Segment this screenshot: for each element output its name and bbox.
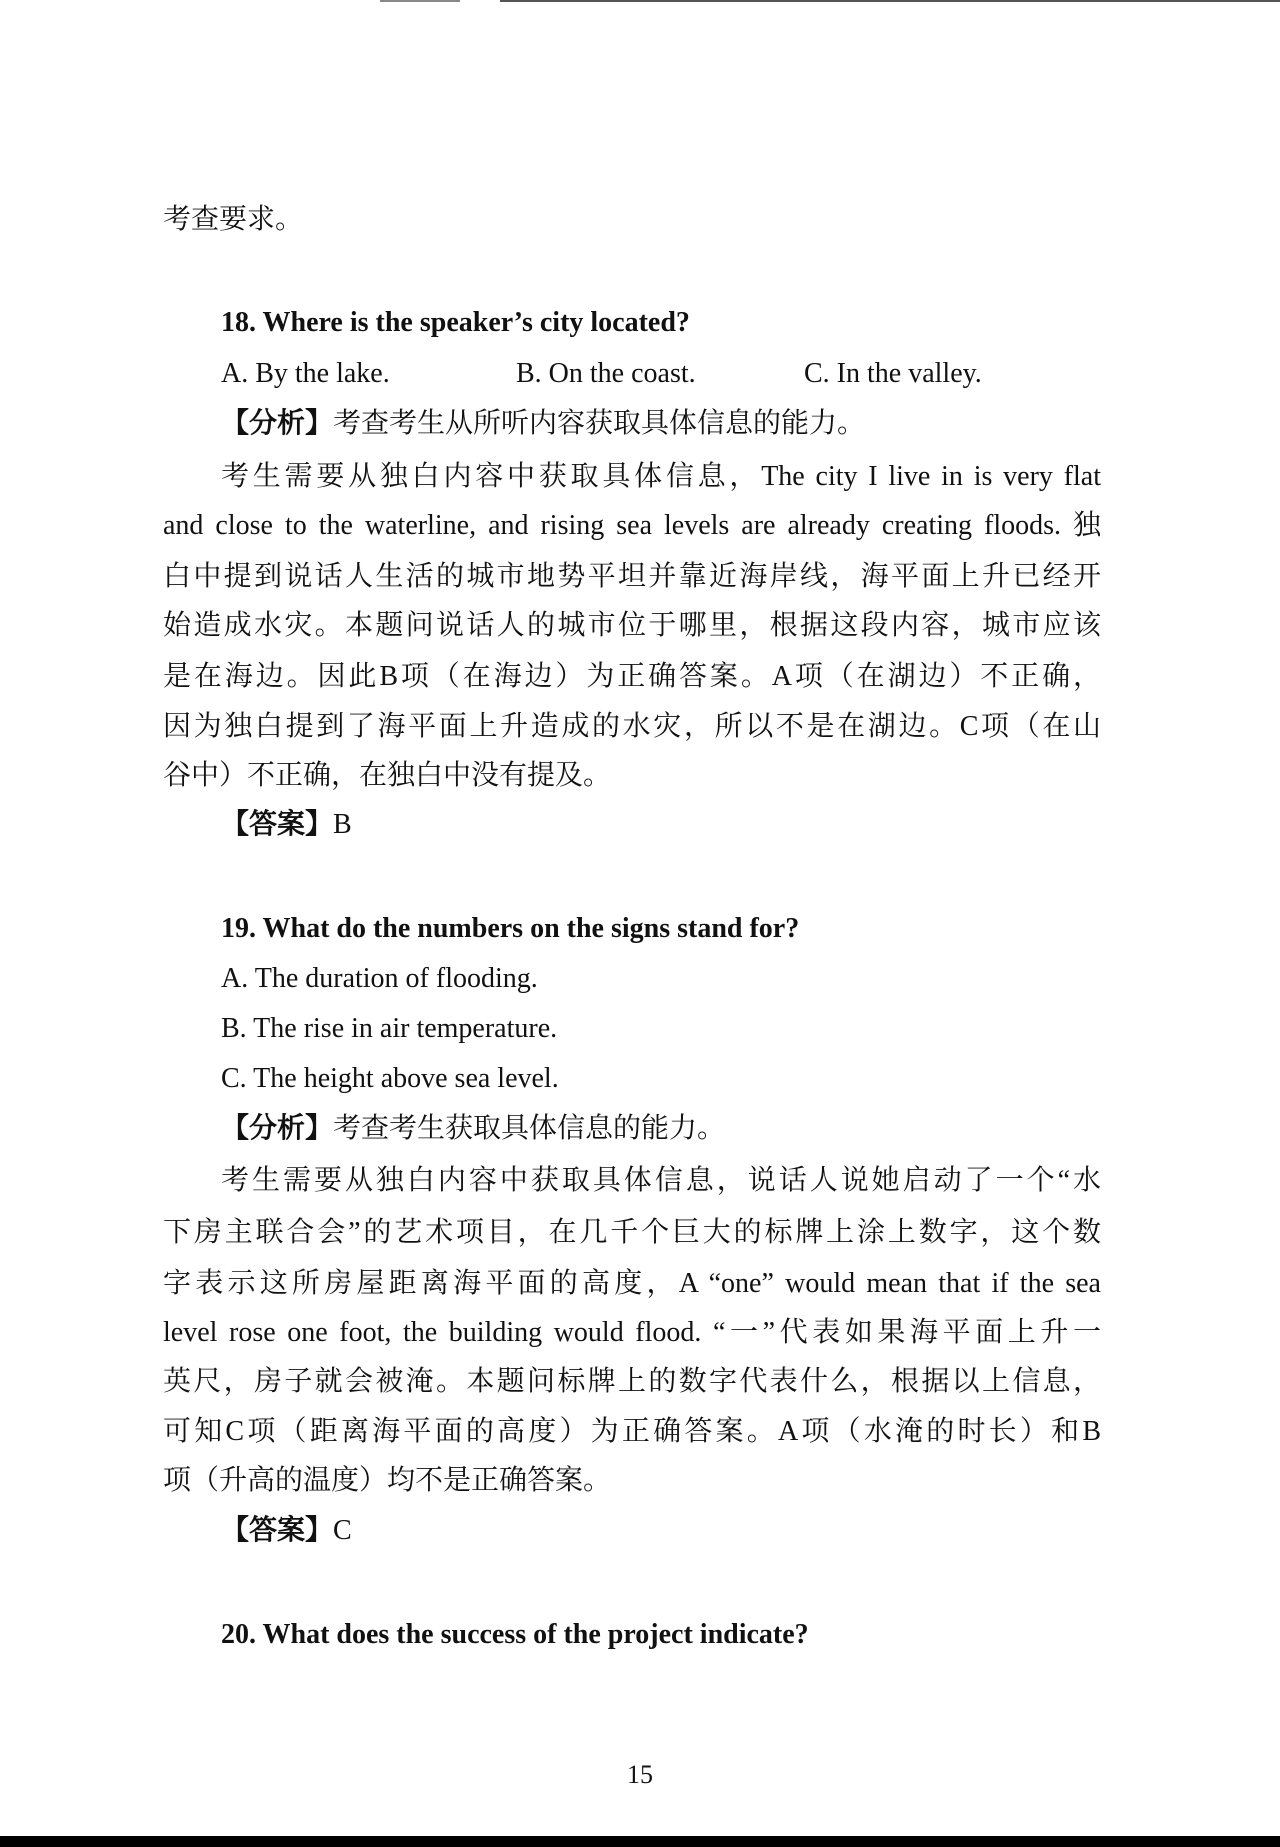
paragraph-line: 谷中）不正确，在独白中没有提及。 xyxy=(163,760,612,791)
paragraph-line: 因为独白提到了海平面上升造成的水灾，所以不是在湖边。C项（在山 xyxy=(163,711,1101,742)
scan-edge-line xyxy=(380,0,460,2)
question-18-option-c: C. In the valley. xyxy=(804,358,982,389)
answer-tag: 【答案】 xyxy=(221,809,334,840)
paragraph-line: 下房主联合会”的艺术项目，在几千个巨大的标牌上涂上数字，这个数 xyxy=(163,1217,1101,1248)
question-18-option-a: A. By the lake. xyxy=(221,358,390,389)
paragraph-line: 始造成水灾。本题问说话人的城市位于哪里，根据这段内容，城市应该 xyxy=(163,610,1101,641)
paragraph-line: 项（升高的温度）均不是正确答案。 xyxy=(163,1465,612,1496)
question-18-answer xyxy=(221,808,1101,842)
paragraph-line: level rose one foot, the building would flood. “一”代表如果海平面上升一 xyxy=(163,1317,1101,1348)
question-19-answer xyxy=(221,1514,1101,1548)
scan-bottom-edge xyxy=(0,1836,1280,1847)
intro-tail-text: 考查要求。 xyxy=(163,204,304,235)
paragraph-line: 考生需要从独白内容中获取具体信息，The city I live in is very flat xyxy=(221,461,1101,492)
answer-value: B xyxy=(333,809,352,840)
paragraph-line: 英尺，房子就会被淹。本题问标牌上的数字代表什么，根据以上信息， xyxy=(163,1366,1101,1397)
paragraph-line: 考生需要从独白内容中获取具体信息，说话人说她启动了一个“水 xyxy=(221,1165,1101,1196)
page-number: 15 xyxy=(627,1760,653,1789)
question-20-title: 20. What does the success of the project indicate? xyxy=(221,1619,809,1650)
analysis-summary: 考查考生获取具体信息的能力。 xyxy=(333,1113,726,1144)
question-19-option-b: B. The rise in air temperature. xyxy=(221,1013,558,1044)
question-19-title: 19. What do the numbers on the signs stand for? xyxy=(221,913,800,944)
question-19-option-c: C. The height above sea level. xyxy=(221,1063,559,1094)
question-19-option-a: A. The duration of flooding. xyxy=(221,963,538,994)
question-18-analysis xyxy=(221,407,1101,441)
answer-value: C xyxy=(333,1515,352,1546)
analysis-tag: 【分析】 xyxy=(221,1113,334,1144)
answer-tag: 【答案】 xyxy=(221,1515,334,1546)
paragraph-line: 是在海边。因此B项（在海边）为正确答案。A项（在湖边）不正确， xyxy=(163,661,1101,692)
scan-edge-line xyxy=(500,0,1280,2)
question-18-title: 18. Where is the speaker’s city located? xyxy=(221,307,690,338)
question-19-analysis xyxy=(221,1112,1101,1146)
paragraph-line: 字表示这所房屋距离海平面的高度，A “one” would mean that if the sea xyxy=(163,1268,1101,1299)
analysis-tag: 【分析】 xyxy=(221,408,334,439)
paragraph-line: and close to the waterline, and rising sea levels are already creating floods. 独 xyxy=(163,510,1101,541)
paragraph-line: 白中提到说话人生活的城市地势平坦并靠近海岸线，海平面上升已经开 xyxy=(163,561,1101,592)
analysis-summary: 考查考生从所听内容获取具体信息的能力。 xyxy=(333,408,866,439)
question-18-option-b: B. On the coast. xyxy=(516,358,696,389)
paragraph-line: 可知C项（距离海平面的高度）为正确答案。A项（水淹的时长）和B xyxy=(163,1416,1101,1447)
